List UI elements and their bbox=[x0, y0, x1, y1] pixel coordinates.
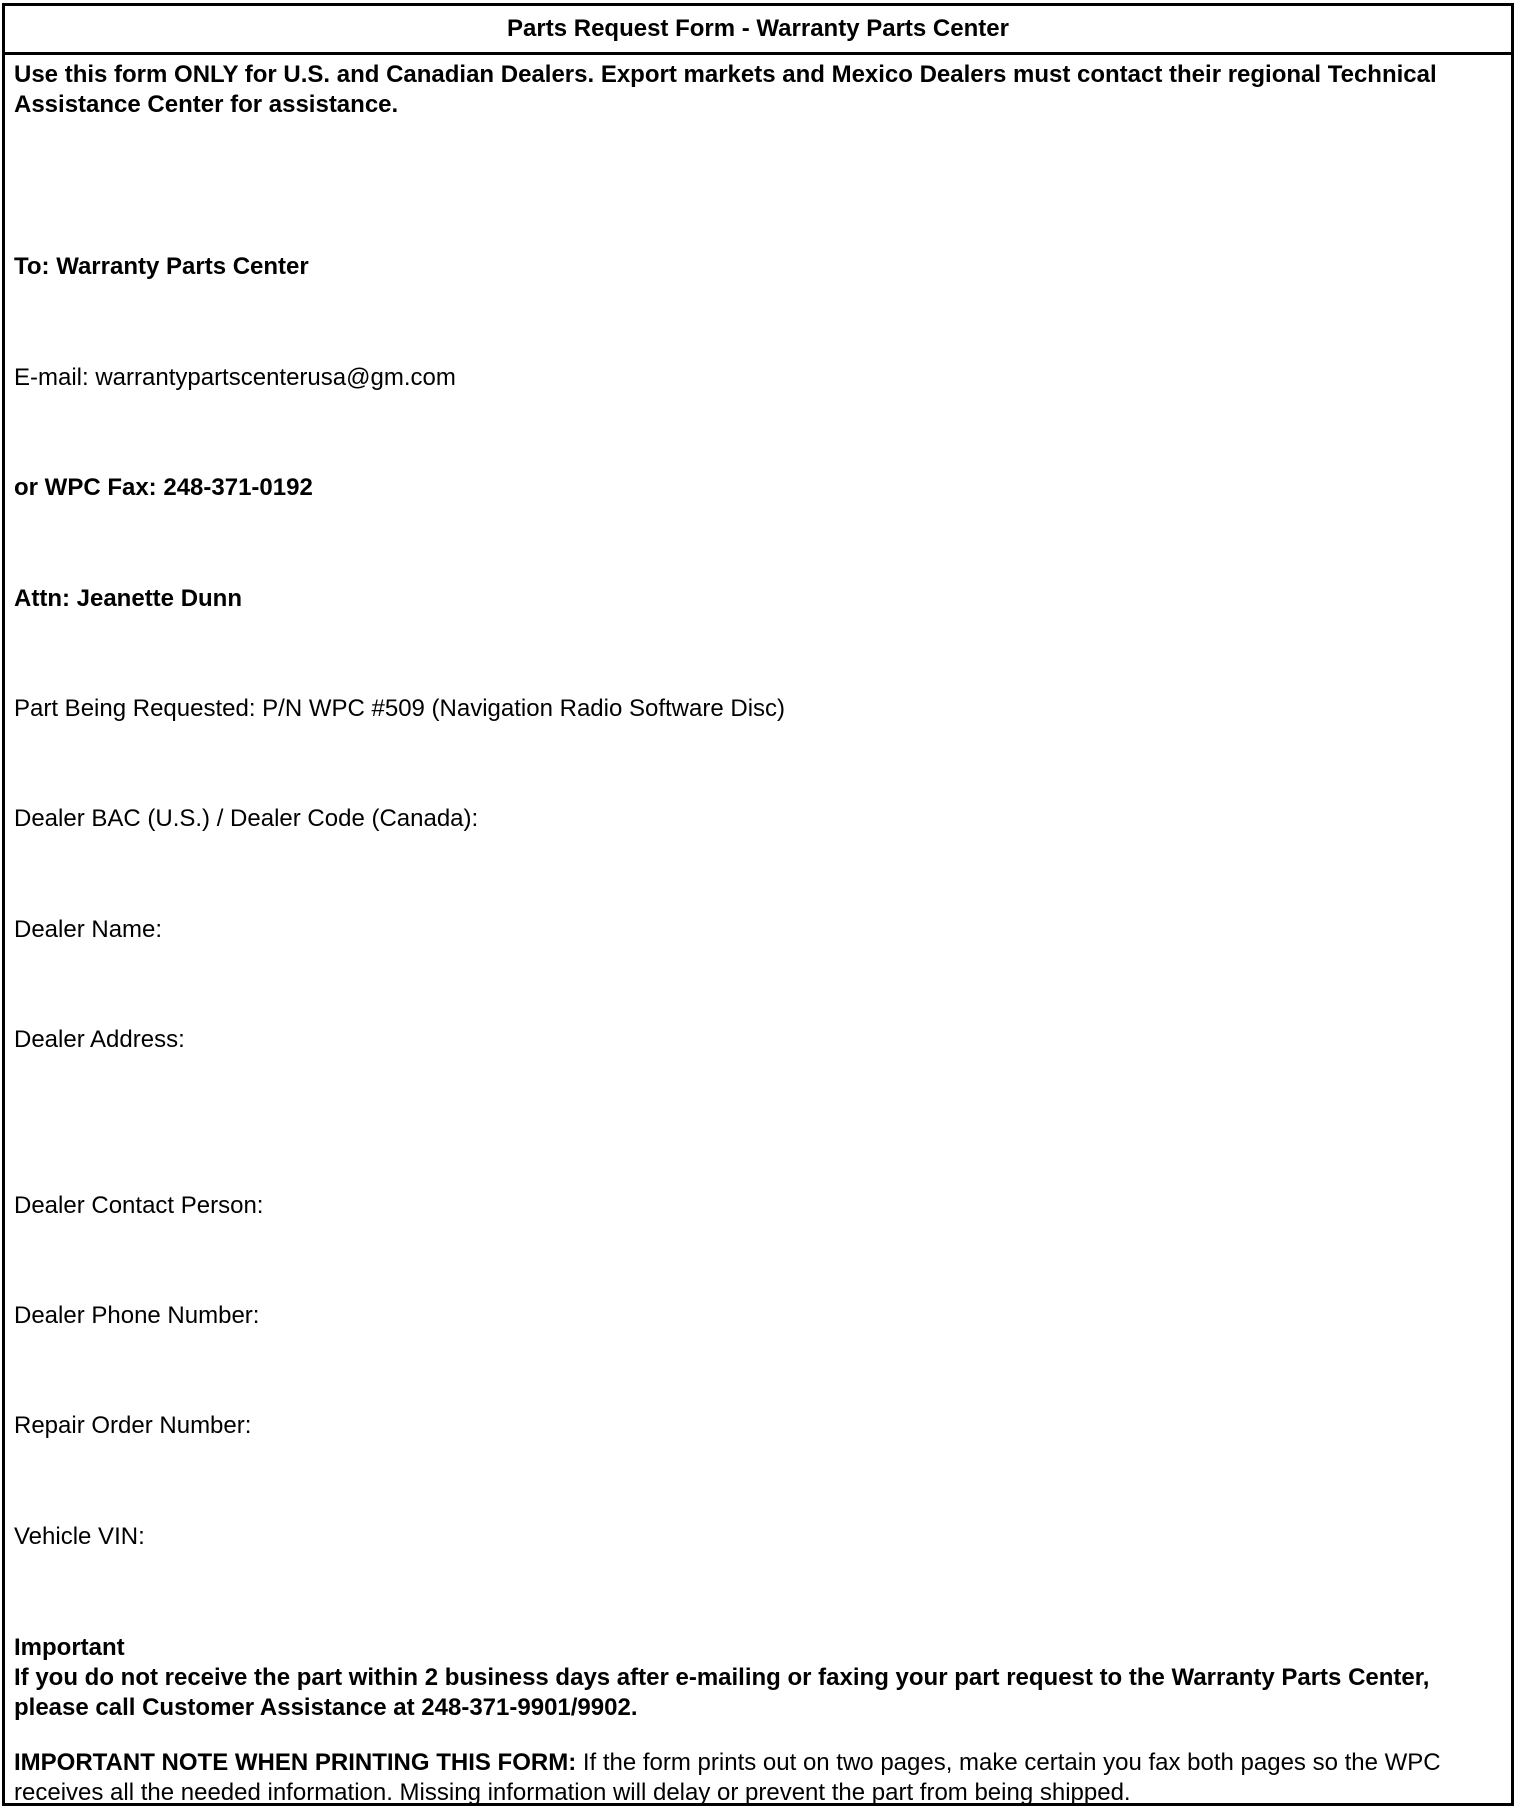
parts-request-form bbox=[2, 3, 1514, 1806]
email-line: E-mail: warrantypartscenterusa@gm.com bbox=[14, 364, 456, 391]
part-requested-line: Part Being Requested: P/N WPC #509 (Navigation Radio Software Disc) bbox=[14, 695, 786, 722]
repair-order-field: Repair Order Number: bbox=[14, 1412, 252, 1439]
dealer-address-field: Dealer Address: bbox=[14, 1026, 185, 1053]
attn-line: Attn: Jeanette Dunn bbox=[14, 585, 242, 612]
vehicle-vin-field: Vehicle VIN: bbox=[14, 1523, 145, 1550]
dealer-bac-field: Dealer BAC (U.S.) / Dealer Code (Canada): bbox=[14, 805, 479, 832]
printing-note-text: If the form prints out on two pages, make certain you fax both pages so the WPC receives all the needed information. Missing information will delay or prevent the part from being shipped. bbox=[14, 1749, 1441, 1806]
printing-note bbox=[14, 1748, 1502, 1808]
form-title: Parts Request Form - Warranty Parts Center bbox=[5, 6, 1511, 55]
printing-note-label: IMPORTANT NOTE WHEN PRINTING THIS FORM: bbox=[14, 1749, 577, 1776]
intro-text: Use this form ONLY for U.S. and Canadian Dealers. Export markets and Mexico Dealers must contact their regional Technical Assistance Center for assistance. bbox=[14, 61, 1437, 118]
to-line: To: Warranty Parts Center bbox=[14, 253, 309, 280]
important-text: If you do not receive the part within 2 business days after e-mailing or faxing your part request to the Warranty Parts Center, please call Customer Assistance at 248-371-9901/9902. bbox=[14, 1664, 1430, 1721]
dealer-phone-field: Dealer Phone Number: bbox=[14, 1302, 260, 1329]
dealer-name-field: Dealer Name: bbox=[14, 916, 163, 943]
fax-line: or WPC Fax: 248-371-0192 bbox=[14, 474, 313, 501]
important-heading: Important bbox=[14, 1634, 125, 1661]
dealer-contact-field: Dealer Contact Person: bbox=[14, 1192, 264, 1219]
